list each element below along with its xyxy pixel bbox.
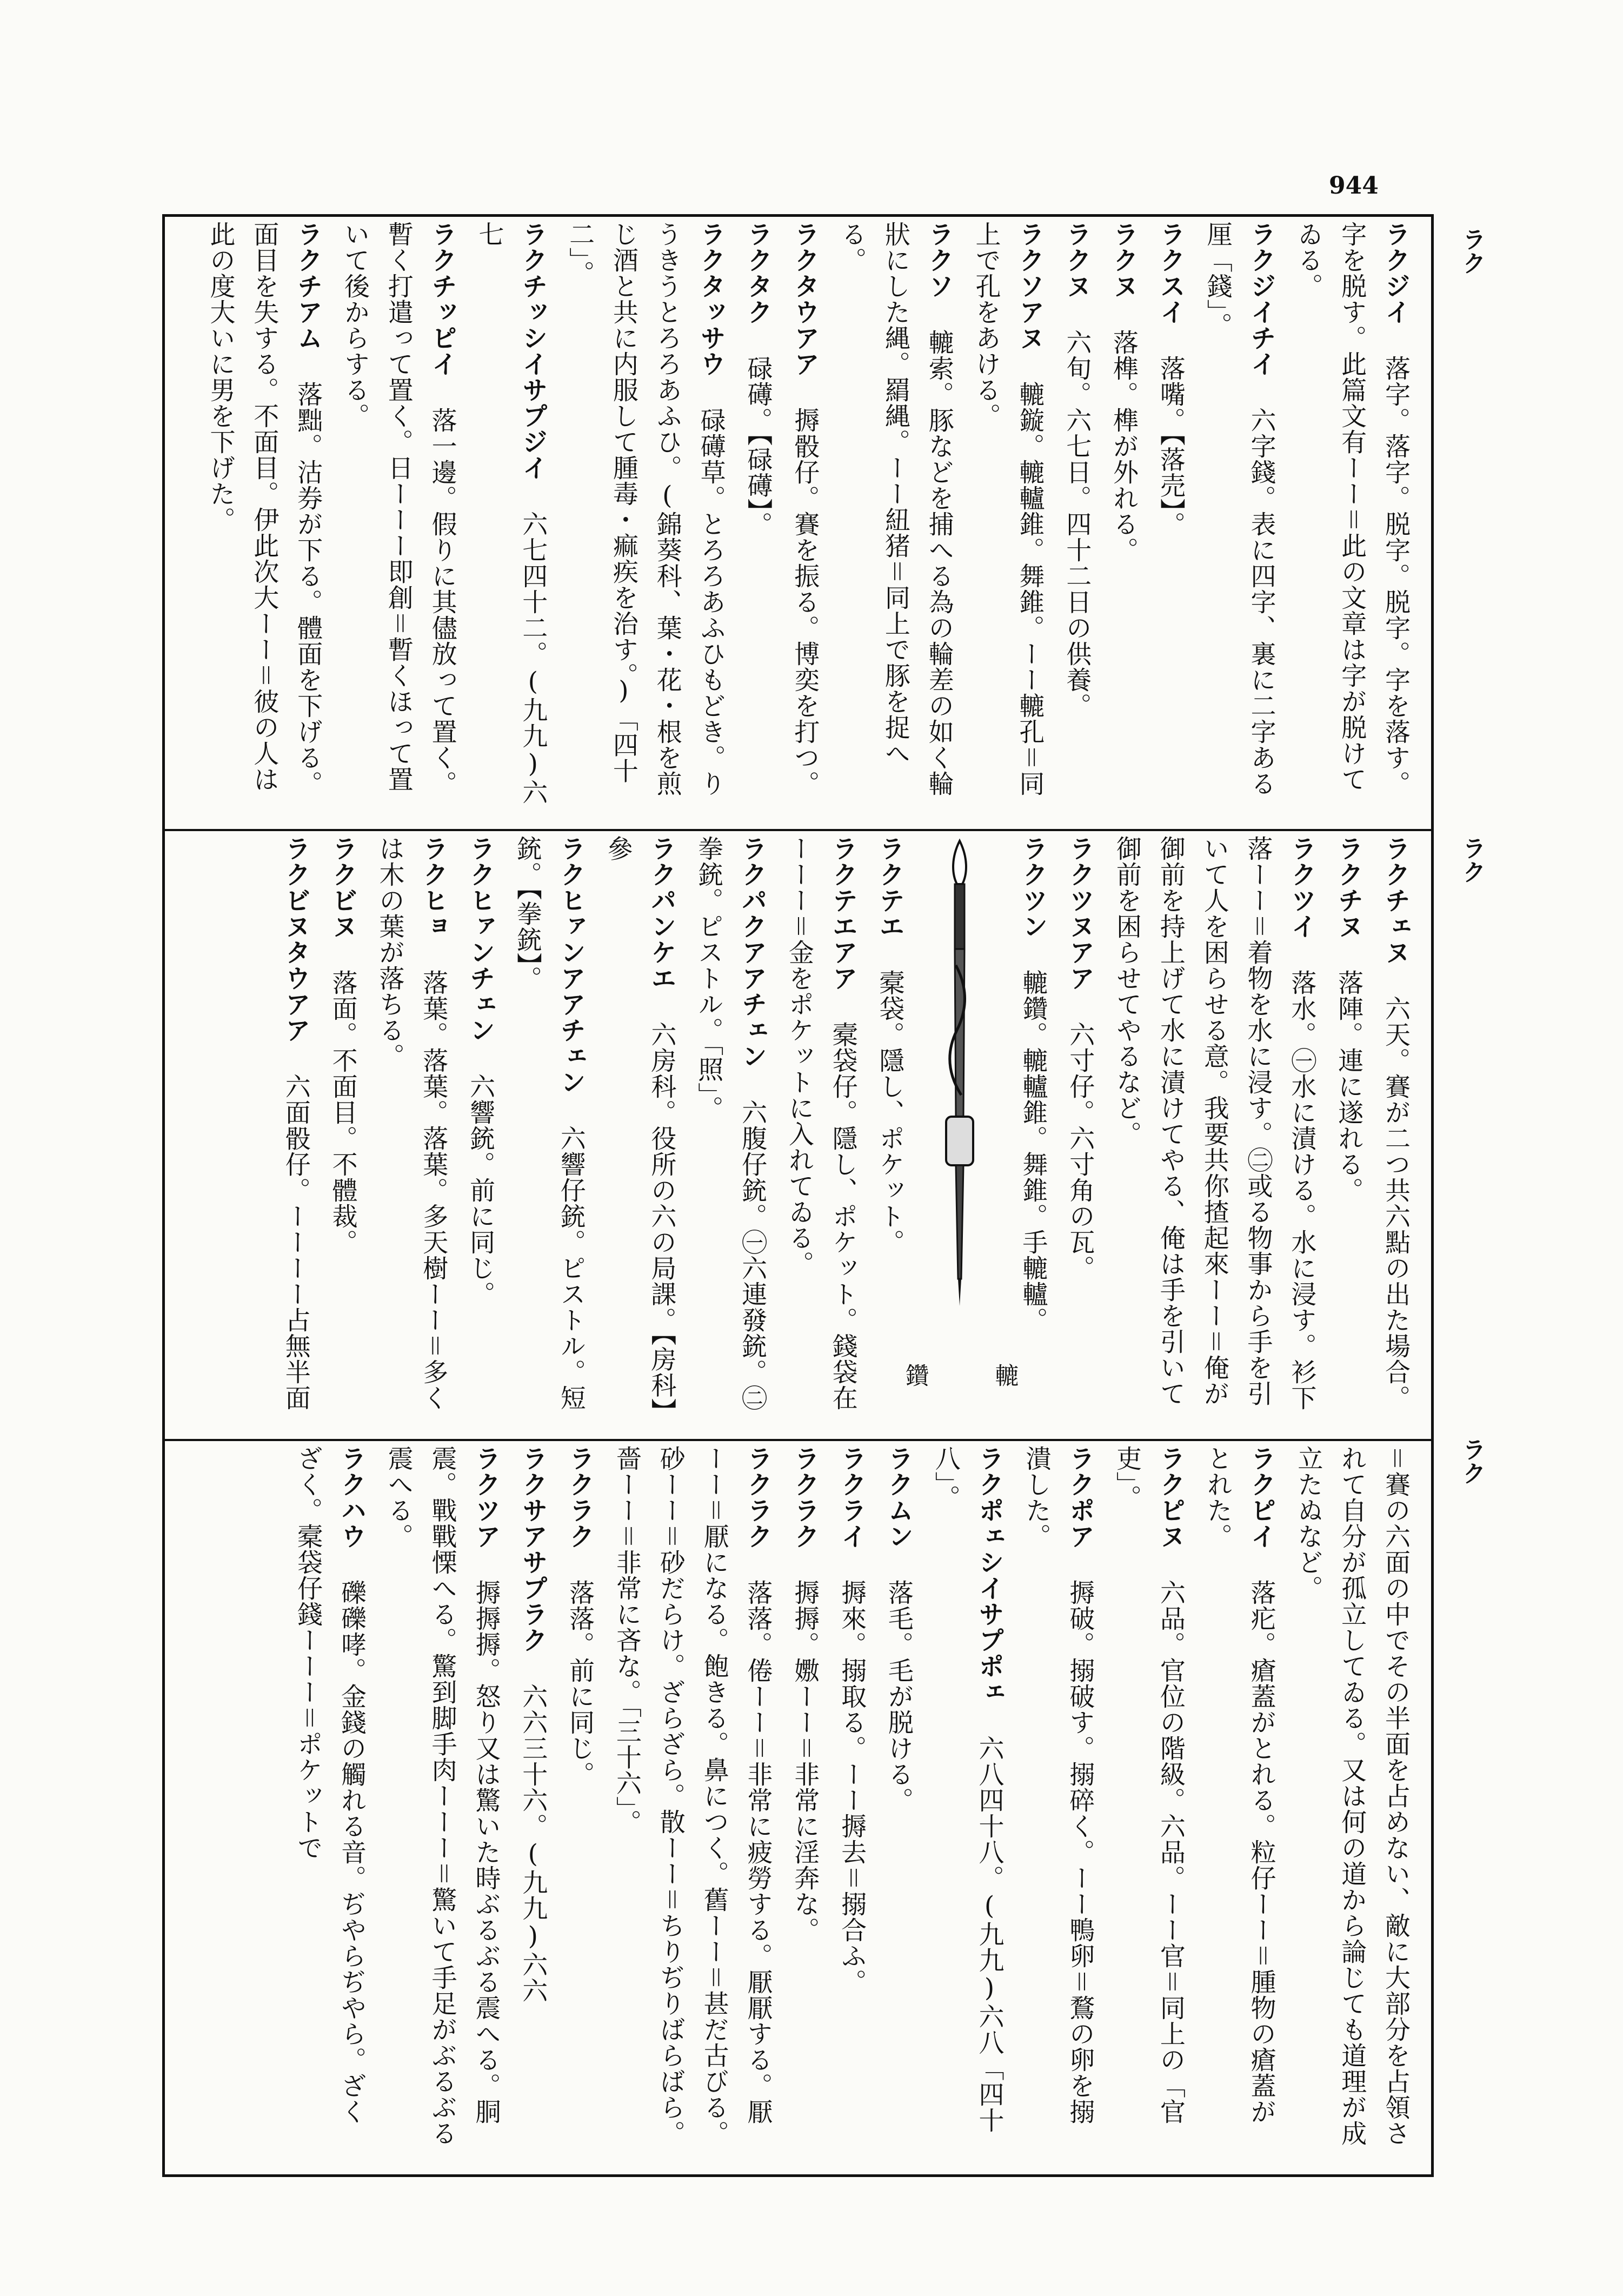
entry-definition: 落疕。瘡蓋がとれる。粒仔ーー＝腫物の瘡蓋がとれた。 — [1202, 1445, 1276, 2125]
entry-headword: ラクチェヌ — [1381, 835, 1411, 965]
dictionary-entry — [274, 835, 317, 1419]
dictionary-entry — [505, 835, 593, 1419]
dictionary-entry — [1286, 221, 1417, 805]
illustration-caption-left: 鑽 — [901, 1363, 929, 1387]
dictionary-entry — [368, 835, 455, 1419]
dictionary-entry — [829, 1445, 873, 2148]
bow-drill-icon — [919, 835, 1000, 1322]
entry-headword: ラクラク — [565, 1445, 595, 1549]
dictionary-entry — [829, 221, 960, 805]
entry-definition: 轆索。豚などを捕へる為の輪差の如く輪狀にした縄。羂縄。ーー紐猪＝同上で豚を捉へる。 — [837, 221, 954, 797]
dictionary-entry — [1195, 221, 1283, 805]
dictionary-entry — [467, 221, 555, 805]
dictionary-entry — [782, 221, 826, 805]
dictionary-frame — [162, 214, 1434, 2177]
dictionary-entry — [332, 221, 463, 805]
entry-definition: 六天。賽が二つ共六點の出た場合。 — [1381, 996, 1411, 1411]
dictionary-entry — [198, 221, 329, 805]
entry-definition: 六品。官位の階級。六品。ーー官＝同上の「官吏」。 — [1112, 1445, 1186, 2125]
dictionary-entry — [1054, 221, 1098, 805]
entry-definition: 六面骰仔。ーーーー占無半面 — [281, 1073, 311, 1411]
dictionary-entry — [1057, 835, 1101, 1419]
entry-headword: ラクヒァンアアチェン — [556, 835, 586, 1095]
entry-headword: ラクライ — [837, 1445, 867, 1549]
entry-headword: ラクソアヌ — [1015, 221, 1045, 351]
entry-headword: ラクテエアア — [828, 835, 858, 991]
drill-illustration — [901, 835, 1019, 1409]
side-mark-middle: ラク — [1458, 836, 1486, 884]
entry-definition: 六房科。役所の六の局課。【房科】參 — [603, 835, 677, 1411]
entry-definition: 轆鑽。轆轤錐。舞錐。手轆轤。 — [1018, 970, 1048, 1333]
dictionary-entry — [777, 835, 864, 1419]
page-number: 944 — [1329, 172, 1379, 200]
entry-headword: ラクハウ — [336, 1445, 367, 1549]
entry-headword: ラクツア — [471, 1445, 501, 1549]
entry-definition: 六腹仔銃。㊀六連發銃。㊁拳銃。ピストル。「照」。 — [694, 835, 768, 1411]
dictionary-entry — [1148, 221, 1192, 805]
entry-headword: ラクラク — [790, 1445, 820, 1549]
entry-headword: ラクツイ — [1287, 835, 1317, 939]
dictionary-entry — [1373, 835, 1417, 1419]
entry-definition: 槖袋。隱し、ポケット。 — [875, 970, 905, 1255]
entry-definition: 搙破。搦破す。搦碎く。ーー鴨卵＝鶩の卵を搦潰した。 — [1021, 1445, 1095, 2125]
entry-headword: ラクムン — [883, 1445, 914, 1549]
entry-headword: ラクヒァンチェン — [465, 835, 496, 1043]
dictionary-entry — [876, 1445, 920, 2148]
entry-headword: ラクスイ — [1155, 221, 1186, 325]
dictionary-entry — [868, 835, 912, 1419]
entry-headword: ラクポア — [1065, 1445, 1095, 1549]
entry-definition: 六寸仔。六寸角の瓦。 — [1065, 1021, 1095, 1281]
dictionary-entry — [510, 1445, 554, 2148]
dictionary-entry — [1195, 1445, 1283, 2148]
entry-definition: 六八四十八。(九九)六八「四十八」。 — [930, 1445, 1005, 2133]
dictionary-entry — [376, 1445, 507, 2148]
entry-headword: ラクヒョ — [418, 835, 449, 939]
entry-headword: ラクタウアア — [790, 221, 820, 377]
entry-definition: 搙來。搦取る。ーー搙去＝搦合ふ。 — [837, 1580, 867, 1995]
entry-definition: 碌礡草。とろろあふひもどき。りうきうとろろあふひ。(錦葵科、葉・花・根を煎じ酒と共に内服して腫毒・痲疾を治す。)「四十二」。 — [565, 221, 726, 797]
entry-headword: ラクヌ — [1062, 221, 1092, 299]
entry-headword: ラクビヌタウアア — [281, 835, 311, 1043]
entry-definition: 落嘴。【落売】。 — [1155, 355, 1186, 537]
entry-definition: 落水。㊀水に漬ける。水に浸す。衫下落ーー＝着物を水に浸す。㊁或る物事から手を引いて人を困らせる意。我要共你揸起來ーー＝俺が御前を持上げて水に漬けてやる、俺は手を引いて御前を困らせてやるなど。 — [1112, 835, 1317, 1411]
dictionary-entry — [321, 835, 364, 1419]
dictionary-entry — [1011, 835, 1055, 1419]
entry-definition: 搙搙。嫐ーー＝非常に淫奔な。 — [790, 1580, 820, 1943]
dictionary-entry — [557, 221, 732, 805]
entry-headword: ラクテエ — [875, 835, 905, 939]
dictionary-entry — [1326, 835, 1370, 1419]
entry-headword: ラクヌ — [1109, 221, 1139, 299]
entry-headword: ラクサアサプラク — [518, 1445, 548, 1653]
entry-headword: ラクジイチイ — [1246, 221, 1276, 377]
entry-definition: 落落。前に同じ。 — [565, 1580, 595, 1787]
entry-headword: ラクチアム — [293, 221, 323, 351]
entry-definition: 搙搙搙。怒り又は驚いた時ぶるぶる震へる。胴震。戰戰慄へる。驚到脚手肉ーーー＝驚いて手足がぶるぶる震へる。 — [383, 1445, 501, 2146]
dictionary-entry — [1101, 221, 1145, 805]
entry-headword: ラクピイ — [1246, 1445, 1276, 1549]
side-mark-bottom: ラク — [1458, 1437, 1486, 1485]
entry-definition: 六響仔銃。ピストル。短銃。【拳銃】。 — [512, 835, 586, 1411]
entry-headword: ラクポェシイサプポェ — [974, 1445, 1005, 1705]
entry-definition: 轆鏇。轆轤錐。舞錐。ーー轆孔＝同上で孔をあける。 — [971, 221, 1045, 797]
entry-definition: 礫礫哮。金錢の觸れる音。ぢやらぢやら。ざくざく。槖袋仔錢ーーー＝ポケットで — [293, 1445, 367, 2125]
entry-definition: 落字。落字。脱字。脱字。字を落す。字を脱す。此篇文有ーー＝此の文章は字が脱けてゐる。 — [1293, 221, 1411, 797]
dictionary-entry — [596, 835, 683, 1419]
entry-definition: 落毛。毛が脱ける。 — [883, 1580, 914, 1813]
illustration-caption-right: 轆 — [990, 1363, 1019, 1387]
upper-band — [165, 217, 1431, 829]
entry-definition: 落葉。落葉。落葉。多天樹ーー＝多くは木の葉が落ちる。 — [375, 835, 449, 1411]
dictionary-entry — [1286, 1445, 1417, 2148]
dictionary-entry — [458, 835, 502, 1419]
entry-headword: ラクチヌ — [1334, 835, 1364, 939]
entry-definition: 六六三十六。(九九)六六 — [518, 1683, 548, 2003]
entry-headword: ラクジイ — [1381, 221, 1411, 325]
lower-band — [165, 1441, 1431, 2174]
entry-headword: ラクチッピイ — [427, 221, 457, 377]
entry-headword: ラクチッシイサプジイ — [518, 221, 548, 481]
entry-definition: 落陣。連に遂れる。 — [1334, 970, 1364, 1203]
entry-definition: ＝賽の六面の中でその半面を占めない、敵に大部分を占領されて自分が孤立してゐる。又は何の道から論じても道理が成立たぬなど。 — [1293, 1445, 1411, 2146]
dictionary-entry — [1105, 835, 1323, 1419]
dictionary-entry — [1105, 1445, 1192, 2148]
entry-definition: 槖袋仔。隱し、ポケット。錢袋在ーーー＝金をポケットに入れてゐる。 — [784, 835, 858, 1411]
entry-headword: ラクピヌ — [1155, 1445, 1186, 1549]
entry-headword: ラクパクアアチェン — [737, 835, 768, 1069]
entry-headword: ラクツヌアア — [1065, 835, 1095, 991]
entry-definition: 六響銃。前に同じ。 — [465, 1073, 496, 1307]
middle-band — [165, 831, 1431, 1439]
entry-definition: 落面。不面目。不體裁。 — [328, 970, 358, 1255]
entry-definition: 落一邊。假りに其儘放って置く。暫く打遣って置く。日ーーー即創＝暫くほって置いて後からする。 — [340, 221, 457, 797]
dictionary-entry — [923, 1445, 1011, 2148]
dictionary-entry — [1014, 1445, 1102, 2148]
dictionary-entry — [736, 221, 780, 805]
entry-headword: ラクタク — [743, 221, 773, 325]
dictionary-entry — [782, 1445, 826, 2148]
entry-definition: 落榫。榫が外れる。 — [1109, 329, 1139, 563]
entry-definition: 六旬。六七日。四十二日の供養。 — [1062, 329, 1092, 719]
entry-headword: ラクタッサウ — [696, 221, 726, 377]
entry-headword: ラクラク — [743, 1445, 773, 1549]
entry-headword: ラクパンケエ — [647, 835, 677, 991]
dictionary-entry — [557, 1445, 601, 2148]
entry-headword: ラクビヌ — [328, 835, 358, 939]
entry-headword: ラクソ — [924, 221, 954, 299]
side-mark-top: ラク — [1458, 227, 1486, 275]
entry-definition: 六字錢。表に四字、裏に二字ある厘「錢」。 — [1202, 221, 1276, 797]
entry-definition: 落黜。沽券が下る。體面を下げる。面目を失する。不面目。伊此次大ーー＝彼の人は此の度大いに男を下げた。 — [205, 221, 323, 797]
entry-definition: 搙骰仔。賽を振る。博奕を打つ。 — [790, 407, 820, 797]
dictionary-entry — [285, 1445, 373, 2148]
dictionary-entry — [604, 1445, 779, 2148]
dictionary-entry — [964, 221, 1052, 805]
entry-definition: 碌礡。【碌礡】。 — [743, 355, 773, 537]
entry-definition: 六七四十二。(九九)六七 — [474, 221, 548, 805]
entry-headword: ラクツン — [1018, 835, 1048, 939]
dictionary-entry — [686, 835, 774, 1419]
entry-definition: 落落。倦ーー＝非常に疲勞する。厭厭する。厭ーー＝厭になる。飽きる。鼻につく。舊ーー＝甚だ古びる。砂ーー＝砂だらけ。ざらざら。散ーー＝ちりぢりばらばら。嗇ーー＝非常に吝な。「三十六」。 — [611, 1445, 773, 2146]
